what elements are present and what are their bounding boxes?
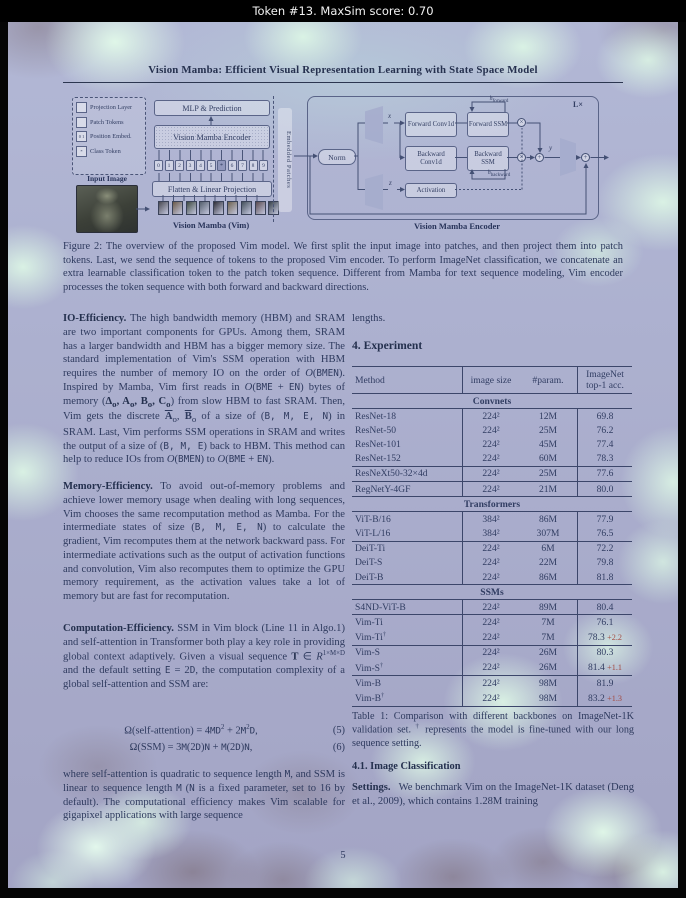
table-cell: 384²	[482, 513, 500, 525]
results-table-body	[352, 394, 632, 707]
encoder-subcaption: Vision Mamba Encoder	[413, 221, 501, 231]
table-cell: 7M	[541, 631, 555, 643]
table-cell: 81.9	[578, 676, 633, 691]
table-row	[352, 409, 632, 424]
table-cell: 72.2	[578, 541, 633, 556]
table-cell: ViT-B/16	[352, 512, 463, 527]
table-group-label: Convnets	[352, 394, 632, 409]
table-cell: 77.6	[578, 466, 633, 481]
table-row	[352, 660, 632, 676]
table-row	[352, 512, 632, 527]
table-cell: 80.3	[578, 645, 633, 660]
residual-add-node: +	[581, 153, 590, 162]
legend-label: Class Token	[90, 147, 121, 155]
table-cell: S4ND-ViT-B	[352, 600, 463, 615]
vision-mamba-encoder-box: Vision Mamba Encoder	[154, 125, 270, 149]
table-cell: 60M	[538, 453, 558, 465]
table-header-size: image size	[463, 367, 520, 394]
z-branch-label: z	[389, 179, 392, 187]
table-cell: 81.8	[578, 570, 633, 585]
h-forward-label: $h_{forward}$	[489, 96, 509, 105]
table-row	[352, 541, 632, 556]
table-cell: 224²	[482, 631, 500, 643]
patch-token: 6	[228, 160, 237, 171]
table-row	[352, 556, 632, 570]
paragraph-memory-efficiency: Memory-Efficiency. To avoid out-of-memory problems and achieve lower memory usage when dealing with long sequences, Vim chooses the same recomputation method as Mamba. For the intermediate states of size (B, M, E, N) to calculate the gradient, Vim recomputes them at the network backward pass. For intermediate activations such as the output of activation functions and convolution, Vim also recomputes them to optimize the GPU memory requirement, as the activation values take a lot of memory but are fast for recomputation.	[63, 481, 345, 603]
forward-conv-box: Forward Conv1d	[405, 112, 457, 137]
layers-count-label: L×	[573, 100, 583, 109]
table-header-method: Method	[352, 367, 463, 394]
mlp-prediction-box: MLP & Prediction	[154, 100, 270, 116]
table-cell: 22M	[538, 557, 558, 569]
table-cell: 21M	[519, 482, 578, 497]
paragraph-lengths: lengths.	[352, 313, 386, 324]
equation-6-number: (6)	[332, 742, 345, 754]
table-cell: 86M	[538, 571, 558, 583]
table-cell: 78.3	[578, 452, 633, 467]
legend-label: Patch Tokens	[90, 118, 124, 126]
window-titlebar	[0, 0, 686, 22]
forward-ssm-box: Forward SSM	[467, 112, 509, 137]
table-cell: 69.8	[578, 409, 633, 424]
table-cell: 25M	[519, 466, 578, 481]
table-cell: 224²	[482, 453, 500, 465]
table-cell: ResNet-50	[352, 423, 463, 437]
table-cell: 7M	[519, 615, 578, 630]
legend-label: Projection Layer	[90, 104, 133, 111]
table-row	[352, 466, 632, 481]
table-cell: 384²	[482, 527, 500, 539]
results-table	[352, 366, 632, 707]
table-cell: ViT-L/16	[352, 526, 463, 541]
table-cell: ResNet-101	[352, 437, 463, 451]
table-row	[352, 437, 632, 451]
table-cell: Vim-S	[352, 645, 463, 660]
patch-token: 7	[238, 160, 247, 171]
equations-block	[63, 724, 345, 759]
table-cell: 224²	[482, 662, 500, 674]
legend-label: Position Embed.	[90, 133, 132, 140]
table-row	[352, 526, 632, 541]
paper-title: Vision Mamba: Efficient Visual Representation Learning with State Space Model	[148, 64, 538, 76]
table-cell: 26M	[538, 662, 558, 674]
add-node: +	[535, 153, 544, 162]
table-cell: DeiT-S	[352, 556, 463, 570]
backward-ssm-box: Backward SSM	[467, 146, 509, 171]
h-backward-label: $h_{backward}$	[487, 170, 511, 179]
multiply-node-backward: ×	[517, 153, 526, 162]
table-cell: Vim-Ti†	[352, 630, 463, 646]
table-row	[352, 452, 632, 467]
patch-token: 8	[249, 160, 258, 171]
table-row	[352, 630, 632, 646]
table-cell: 224²	[482, 601, 500, 613]
patch-token: 0	[154, 160, 163, 171]
table-row	[352, 691, 632, 707]
equation-5-body: Ω(self-attention) = $4MD^2 + 2M^2D$,	[124, 724, 258, 737]
figure-caption: Figure 2: The overview of the proposed Vim model. We first split the input image into patches, and then project them into patch tokens. Last, we send the sequence of tokens to the proposed Vim encoder. To perform ImageNet classification, we concatenate an extra learnable classification token to the patch token sequence. Different from Mamba for text sequence modeling, Vim encoder processes the token sequence with both forward and backward directions.	[63, 241, 623, 293]
table-cell: 224²	[463, 645, 520, 660]
table-cell: 224²	[482, 557, 500, 569]
table-row	[352, 645, 632, 660]
table-cell: ResNet-18	[352, 409, 463, 424]
table-cell: 224²	[463, 466, 520, 481]
legend-icon: *	[76, 146, 87, 157]
page-number: 5	[340, 850, 346, 861]
patch-token: 1	[165, 160, 174, 171]
table-cell: Vim-Ti	[352, 615, 463, 630]
paragraph-settings: Settings. We benchmark Vim on the ImageNet-1K dataset (Deng et al., 2009), which contains 1.28M training	[352, 782, 634, 807]
table-cell: 76.5	[578, 526, 633, 541]
vim-subcaption: Vision Mamba (Vim)	[172, 220, 250, 230]
table-cell: 6M	[519, 541, 578, 556]
table-cell: 25M	[538, 424, 558, 436]
table-row	[352, 600, 632, 615]
table-cell: 224²	[482, 410, 500, 422]
table-cell: 76.2	[578, 423, 633, 437]
table-cell: Vim-S†	[352, 660, 463, 676]
embedded-patches-label: Embedded Patches	[278, 108, 292, 212]
equation-5-number: (5)	[332, 724, 345, 736]
table-row	[352, 676, 632, 691]
titlebar-text: Token #13. MaxSim score: 0.70	[252, 4, 434, 18]
table-header-acc: ImageNet top-1 acc.	[578, 367, 633, 394]
table-cell: ResNeXt50-32×4d	[352, 466, 463, 481]
table-cell: 80.4	[578, 600, 633, 615]
table-cell: 83.2 +1.3	[578, 691, 633, 707]
paragraph-where: where self-attention is quadratic to sequence length M, and SSM is linear to sequence length M (N is a fixed parameter, set to 16 by default). The computational efficiency makes Vim scalable for gigapixel applications with large sequence	[63, 769, 345, 822]
patch-token: 5	[207, 160, 216, 171]
input-image-label: Input Image	[87, 174, 127, 183]
equation-5	[63, 724, 345, 736]
table-cell: DeiT-B	[352, 570, 463, 585]
paragraph-io-efficiency: IO-Efficiency. The high bandwidth memory (HBM) and SRAM are two important components for GPUs. Among them, SRAM has a larger bandwidth and HBM has a bigger memory size. The standard implementation of Vim's SSM operation with HBM requires the number of memory IO on the order of O(BMEN). Inspired by Mamba, Vim first reads in O(BME + EN) bytes of memory ($\Delta_o$, $A_o$, $B_o$, $C_o$) from slow HBM to fast SRAM. Then, Vim gets the discrete $\overline{A}_o$, $\overline{B}_o$ of a size of (B, M, E, N) in SRAM. Last, Vim performs SSM operations in SRAM and writes the output of a size of (B, M, E) back to HBM. This method can help to reduce IOs from O(BMEN) to O(BME + EN).	[63, 313, 346, 466]
table-cell: DeiT-Ti	[352, 541, 463, 556]
table-group-label: SSMs	[352, 585, 632, 600]
flatten-projection-box: Flatten & Linear Projection	[152, 181, 272, 197]
table-cell: 78.3 +2.2	[578, 630, 633, 646]
table-cell: 98M	[519, 676, 578, 691]
table-group-row	[352, 497, 632, 512]
table-cell: 80.0	[578, 482, 633, 497]
table-cell: 79.8	[578, 556, 633, 570]
table-header-row	[352, 367, 632, 394]
patch-token: *	[217, 160, 226, 171]
table-cell: 76.1	[578, 615, 633, 630]
table-cell: 224²	[463, 482, 520, 497]
norm-box: Norm	[318, 149, 356, 165]
table-row	[352, 423, 632, 437]
table-cell: 86M	[538, 513, 558, 525]
table-cell: 224²	[482, 692, 500, 704]
patch-token: 9	[259, 160, 268, 171]
table-cell: 77.9	[578, 512, 633, 527]
equation-6-body: Ω(SSM) = 3M(2D)N + M(2D)N,	[129, 742, 253, 754]
patch-token: 4	[196, 160, 205, 171]
equation-6	[63, 742, 345, 753]
table-row	[352, 482, 632, 497]
title-rule	[63, 82, 623, 83]
table-cell: Vim-B	[352, 676, 463, 691]
paragraph-computation-efficiency: Computation-Efficiency. SSM in Vim block (Line 11 in Algo.1) and self-attention in Transformer both play a key role in providing global context adaptively. Given a visual sequence T ∈ $R^{1\times M\times D}$ and the default setting E = 2D, the computation complexity of a global self-attention and SSM are:	[63, 623, 345, 690]
table-cell: 224²	[463, 541, 520, 556]
table-cell: 77.4	[578, 437, 633, 451]
patch-token: 2	[175, 160, 184, 171]
patch-token: 3	[186, 160, 195, 171]
table-cell: Vim-B†	[352, 691, 463, 707]
y-output-label: y	[549, 144, 553, 152]
x-branch-label: x	[388, 112, 392, 120]
activation-box: Activation	[405, 183, 457, 198]
results-table-head	[352, 367, 632, 394]
subsection-heading-classification: 4.1. Image Classification	[352, 761, 461, 772]
multiply-node-forward: ×	[517, 118, 526, 127]
table-caption: Table 1: Comparison with different backbones on ImageNet-1K validation set. † represents the model is fine-tuned with our long sequence setting.	[352, 711, 635, 749]
section-heading-experiment: 4. Experiment	[352, 339, 423, 352]
figure-arrows	[60, 90, 625, 240]
table-cell: 26M	[519, 645, 578, 660]
table-group-label: Transformers	[352, 497, 632, 512]
table-cell: 224²	[463, 676, 520, 691]
backward-conv-box: Backward Conv1d	[405, 146, 457, 171]
legend-icon: 0 1	[76, 131, 87, 142]
table-cell: 89M	[538, 601, 558, 613]
table-cell: 307M	[536, 527, 560, 539]
table-cell: RegNetY-4GF	[352, 482, 463, 497]
table-cell: 224²	[482, 439, 500, 451]
table-cell: 224²	[463, 615, 520, 630]
table-cell: 45M	[538, 439, 558, 451]
table-header-param: #param.	[519, 367, 578, 394]
table-cell: 12M	[538, 410, 558, 422]
table-row	[352, 615, 632, 630]
table-group-row	[352, 585, 632, 600]
table-group-row	[352, 394, 632, 409]
table-cell: 81.4 +1.1	[578, 660, 633, 676]
table-cell: 224²	[482, 424, 500, 436]
table-cell: 98M	[538, 692, 558, 704]
table-row	[352, 570, 632, 585]
table-cell: ResNet-152	[352, 452, 463, 467]
table-cell: 224²	[482, 571, 500, 583]
